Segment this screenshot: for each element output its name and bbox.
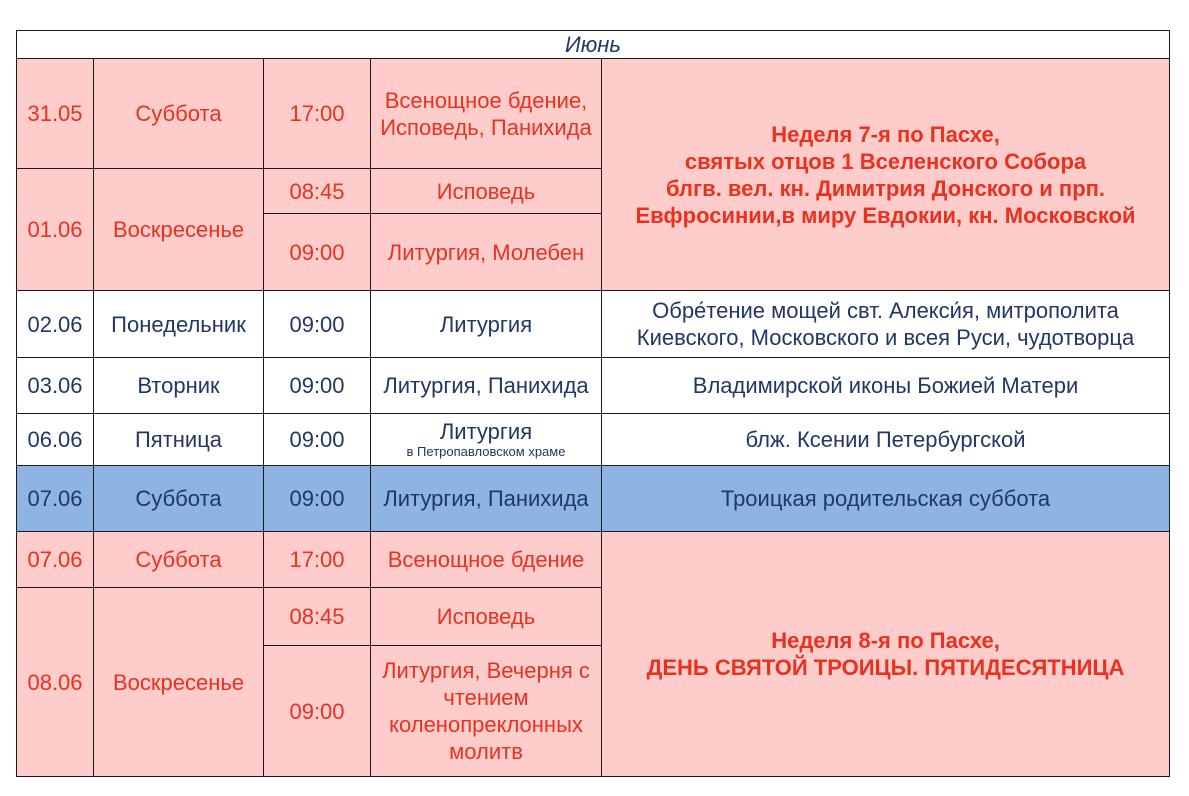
- feast-cell-week7: [602, 59, 1170, 291]
- table-row: [17, 59, 1170, 169]
- service-cell: Литургия, Молебен: [371, 214, 602, 291]
- day-cell: Понедельник: [94, 291, 264, 358]
- date-cell: 08.06: [17, 588, 94, 777]
- service-cell: Всенощное бдение: [371, 532, 602, 588]
- time-cell: 17:00: [264, 59, 371, 169]
- date-cell: 07.06: [17, 466, 94, 532]
- date-cell: 02.06: [17, 291, 94, 358]
- time-cell: 09:00: [264, 466, 371, 532]
- month-header: Июнь: [17, 31, 1170, 59]
- service-cell: Литургия, Вечерня с чтением коленопреклонных молитв: [371, 646, 602, 777]
- day-cell: Воскресенье: [94, 588, 264, 777]
- time-cell: 09:00: [264, 646, 371, 777]
- date-cell: 06.06: [17, 414, 94, 466]
- feast-line: ДЕНЬ СВЯТОЙ ТРОИЦЫ. ПЯТИДЕСЯТНИЦА: [646, 655, 1125, 680]
- time-cell: 09:00: [264, 291, 371, 358]
- time-cell: 09:00: [264, 214, 371, 291]
- day-cell: Суббота: [94, 466, 264, 532]
- feast-line: блгв. вел. кн. Димитрия Донского и прп.: [665, 175, 1106, 201]
- schedule-table: [16, 30, 1170, 777]
- date-cell: 31.05: [17, 59, 94, 169]
- time-cell: 09:00: [264, 358, 371, 414]
- table-row: [17, 414, 1170, 466]
- feast-cell: блж. Ксении Петербургской: [602, 414, 1170, 466]
- table-row: [17, 358, 1170, 414]
- time-cell: 17:00: [264, 532, 371, 588]
- service-cell: Исповедь: [371, 169, 602, 214]
- service-cell: Всенощное бдение, Исповедь, Панихида: [371, 59, 602, 169]
- location-note: в Петропавловском храме: [406, 444, 566, 459]
- time-cell: 08:45: [264, 588, 371, 646]
- time-cell: 08:45: [264, 169, 371, 214]
- service-cell: Литургия: [371, 291, 602, 358]
- service-cell: Литургия, Панихида: [371, 358, 602, 414]
- service-cell: Исповедь: [371, 588, 602, 646]
- day-cell: Пятница: [94, 414, 264, 466]
- feast-line: Неделя 7-я по Пасхе,: [771, 121, 1000, 147]
- feast-cell-week8: [602, 532, 1170, 777]
- table-row: [17, 532, 1170, 588]
- date-cell: 07.06: [17, 532, 94, 588]
- time-cell: 09:00: [264, 414, 371, 466]
- feast-line: святых отцов 1 Вселенского Собора: [684, 148, 1087, 174]
- table-row: [17, 291, 1170, 358]
- service-cell: Литургия, Панихида: [371, 466, 602, 532]
- feast-line: Евфросинии,в миру Евдокии, кн. Московской: [635, 202, 1136, 228]
- feast-cell: Троицкая родительская суббота: [602, 466, 1170, 532]
- day-cell: Суббота: [94, 532, 264, 588]
- feast-cell: Владимирской иконы Божией Матери: [602, 358, 1170, 414]
- day-cell: Воскресенье: [94, 169, 264, 291]
- service-cell: [371, 414, 602, 466]
- date-cell: 01.06: [17, 169, 94, 291]
- day-cell: Вторник: [94, 358, 264, 414]
- feast-line: Неделя 8-я по Пасхе,: [771, 628, 1000, 653]
- feast-cell: Обре́тение мощей свт. Алекси́я, митрополита Киевского, Московского и всея Руси, чудотворца: [602, 291, 1170, 358]
- service-label: Литургия: [439, 419, 533, 444]
- day-cell: Суббота: [94, 59, 264, 169]
- table-row: [17, 466, 1170, 532]
- date-cell: 03.06: [17, 358, 94, 414]
